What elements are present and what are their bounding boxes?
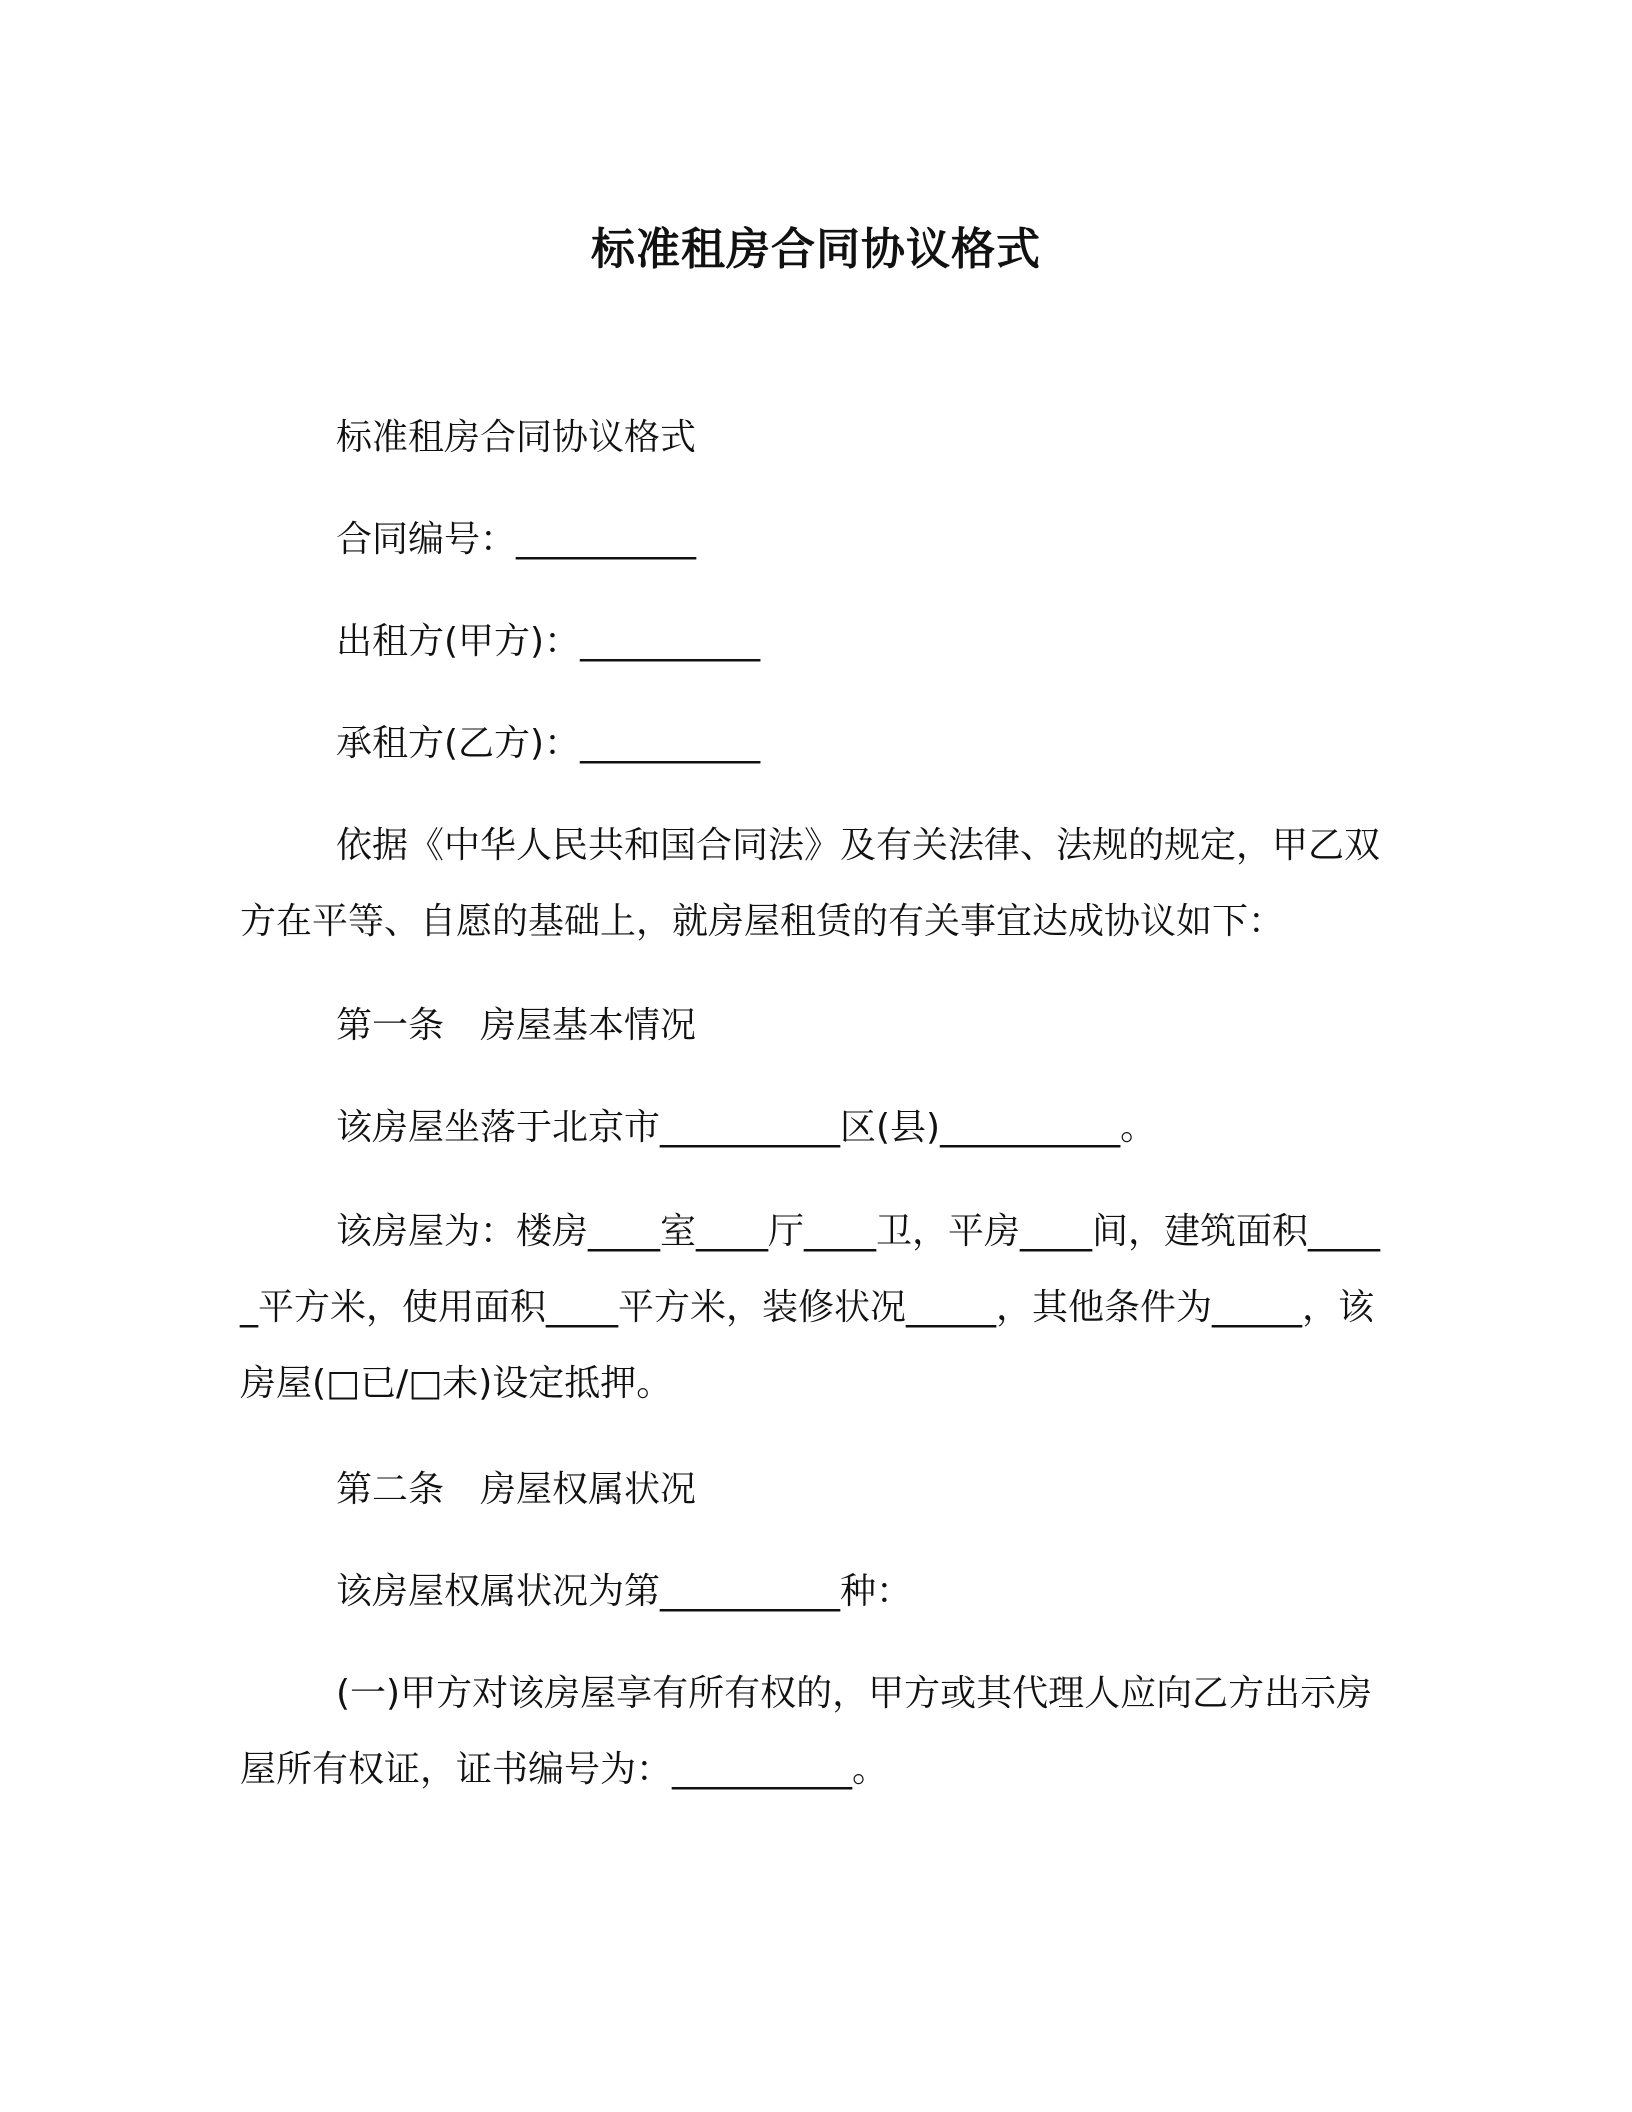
paragraph-contract-number: 合同编号：__________ <box>336 519 697 560</box>
paragraph-house-details: 该房屋为：楼房____室____厅____卫，平房____间，建筑面积_____平方米，使用面积____平方米，装修状况_____，其他条件为_____，该房屋(□已/□未)设定抵押。 <box>240 1211 1381 1404</box>
paragraph-location: 该房屋坐落于北京市__________区(县)__________。 <box>336 1107 1157 1148</box>
paragraph-heading: 标准租房合同协议格式 <box>336 417 697 458</box>
paragraph-lessor: 出租方(甲方)：__________ <box>336 621 761 662</box>
article-2-heading: 第二条 房屋权属状况 <box>336 1469 697 1510</box>
paragraph-lessee: 承租方(乙方)：__________ <box>336 723 761 764</box>
document-title: 标准租房合同协议格式 <box>591 224 1041 275</box>
paragraph-ownership-type: 该房屋权属状况为第__________种： <box>336 1571 913 1612</box>
paragraph-preamble: 依据《中华人民共和国合同法》及有关法律、法规的规定，甲乙双方在平等、自愿的基础上，就房屋租赁的有关事宜达成协议如下： <box>240 825 1381 942</box>
paragraph-ownership-certificate: (一)甲方对该房屋享有所有权的，甲方或其代理人应向乙方出示房屋所有权证，证书编号为：__________。 <box>240 1673 1373 1790</box>
article-1-heading: 第一条 房屋基本情况 <box>336 1005 697 1046</box>
